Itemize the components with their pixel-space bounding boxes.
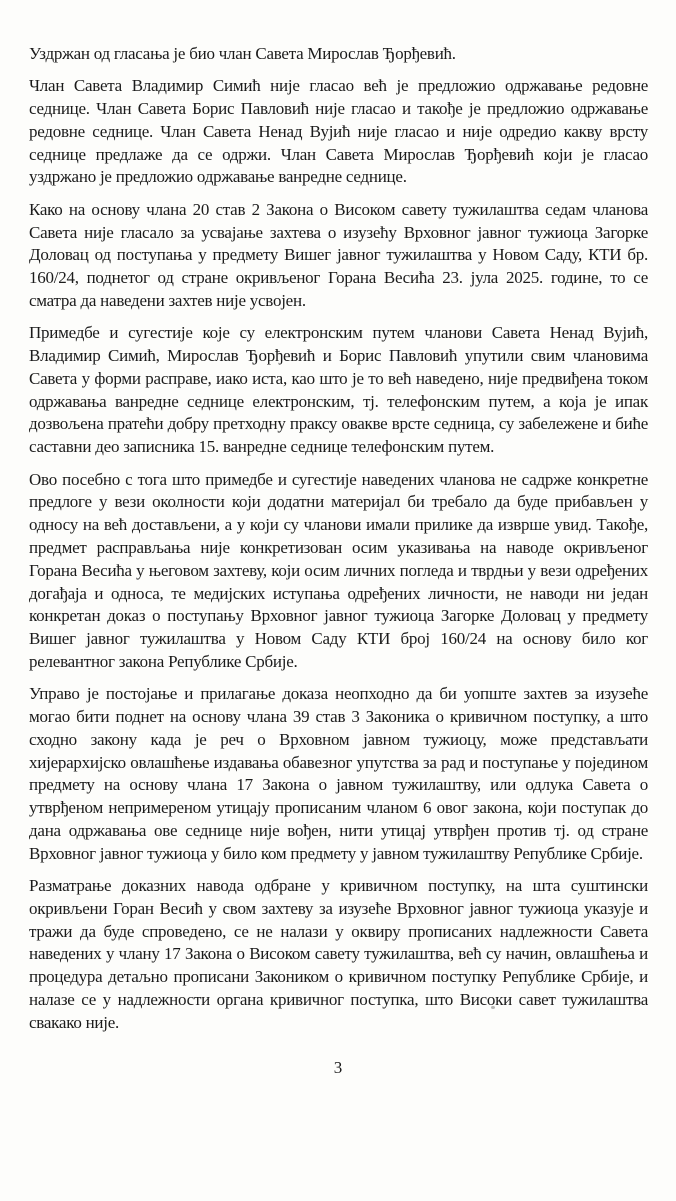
paragraph: Примедбе и сугестије које су електронским путем чланови Савета Ненад Вујић, Владимир Симић, Мирослав Ђорђевић и Борис Павловић упутили свим члановима Савета у форми расправе, иако иста, као што је то већ наведено, није предвиђена током одржавања ванредне седнице електронским, тј. телефонским путем, а која је ипак дозвољена пратећи добру претходну праксу овакве врсте седница, су забележене и биће саставни део записника 15. ванредне седнице телефонским путем. [29, 323, 648, 457]
paragraph: Управо је постојање и прилагање доказа неопходно да би уопште захтев за изузеће могао бити поднет на основу члана 39 став 3 Законика о кривичном поступку, а што сходно закону када је реч о Врховном јавном тужиоцу, може представљати хијерархијско овлашћење издавања обавезног упутства за рад и поступање у поједином предмету на основу члана 17 Закона о јавном тужилаштву, или одлука Савета о утврђеном непримереном утицају прописаним чланом 6 овог закона, који поступак до дана одржавања ове седнице није вођен, нити утицај утврђен против тј. од стране Врховног јавног тужиоца у било ком предмету у јавном тужилаштву Републике Србије. [29, 684, 648, 863]
paragraph: Уздржан од гласања је био члан Савета Мирослав Ђорђевић. [29, 44, 456, 63]
paragraph: Разматрање доказних навода одбране у кривичном поступку, на шта суштински окривљени Горан Весић у свом захтеву за изузеће Врховног јавног тужиоца указује и тражи да буде спроведено, се не налази у оквиру прописаних надлежности Савета наведених у члану 17 Закона о Високом савету тужилаштва, већ су начин, овлашћења и процедура детаљно прописани Закоником о кривичном поступку Републике Србије, и налазе се у надлежности органа кривичног поступка, што Високи савет тужилаштва свакако није. [29, 876, 648, 1032]
page-number: 3 [333, 1058, 343, 1077]
paragraph: Како на основу члана 20 став 2 Закона о Високом савету тужилаштва седам чланова Савета није гласало за усвајање захтева о изузећу Врховног јавног тужиоца Загорке Доловац од поступања у предмету Вишег јавног тужилаштва у Новом Саду, КТИ бр. 160/24, поднетог од стране окривљеног Горана Весића 23. јула 2025. године, то се сматра да наведени захтев није усвојен. [29, 199, 648, 310]
paragraph: Члан Савета Владимир Симић није гласао већ је предложио одржавање редовне седнице. Члан Савета Борис Павловић није гласао и такође је предложио одржавање редовне седнице. Члан Савета Ненад Вујић није гласао и није одредио какву врсту седнице предлаже да се одржи. Члан Савета Мирослав Ђорђевић који је гласао уздржано је предложио одржавање ванредне седнице. [29, 76, 648, 187]
document-body [29, 43, 648, 1035]
scan-artifact-speck [491, 1006, 495, 1009]
paragraph: Ово посебно с тога што примедбе и сугестије наведених чланова не садрже конкретне предлоге у вези околности који додатни материјал би требало да буде прибављен у односу на већ достављени, а у који су чланови имали прилике да изврше увид. Такође, предмет расправљања није конкретизован осим указивања на наводе окривљеног Горана Весића у његовом захтеву, који осим личних погледа и тврдњи у вези одређених догађаја и односа, те медијских иступања одређених личности, не наводи ни један конкретан доказ о поступању Врховног јавног тужиоца Загорке Доловац у предмету Вишег јавног тужилаштва у Новом Саду КТИ број 160/24 на основу било ког релевантног закона Републике Србије. [29, 469, 648, 671]
